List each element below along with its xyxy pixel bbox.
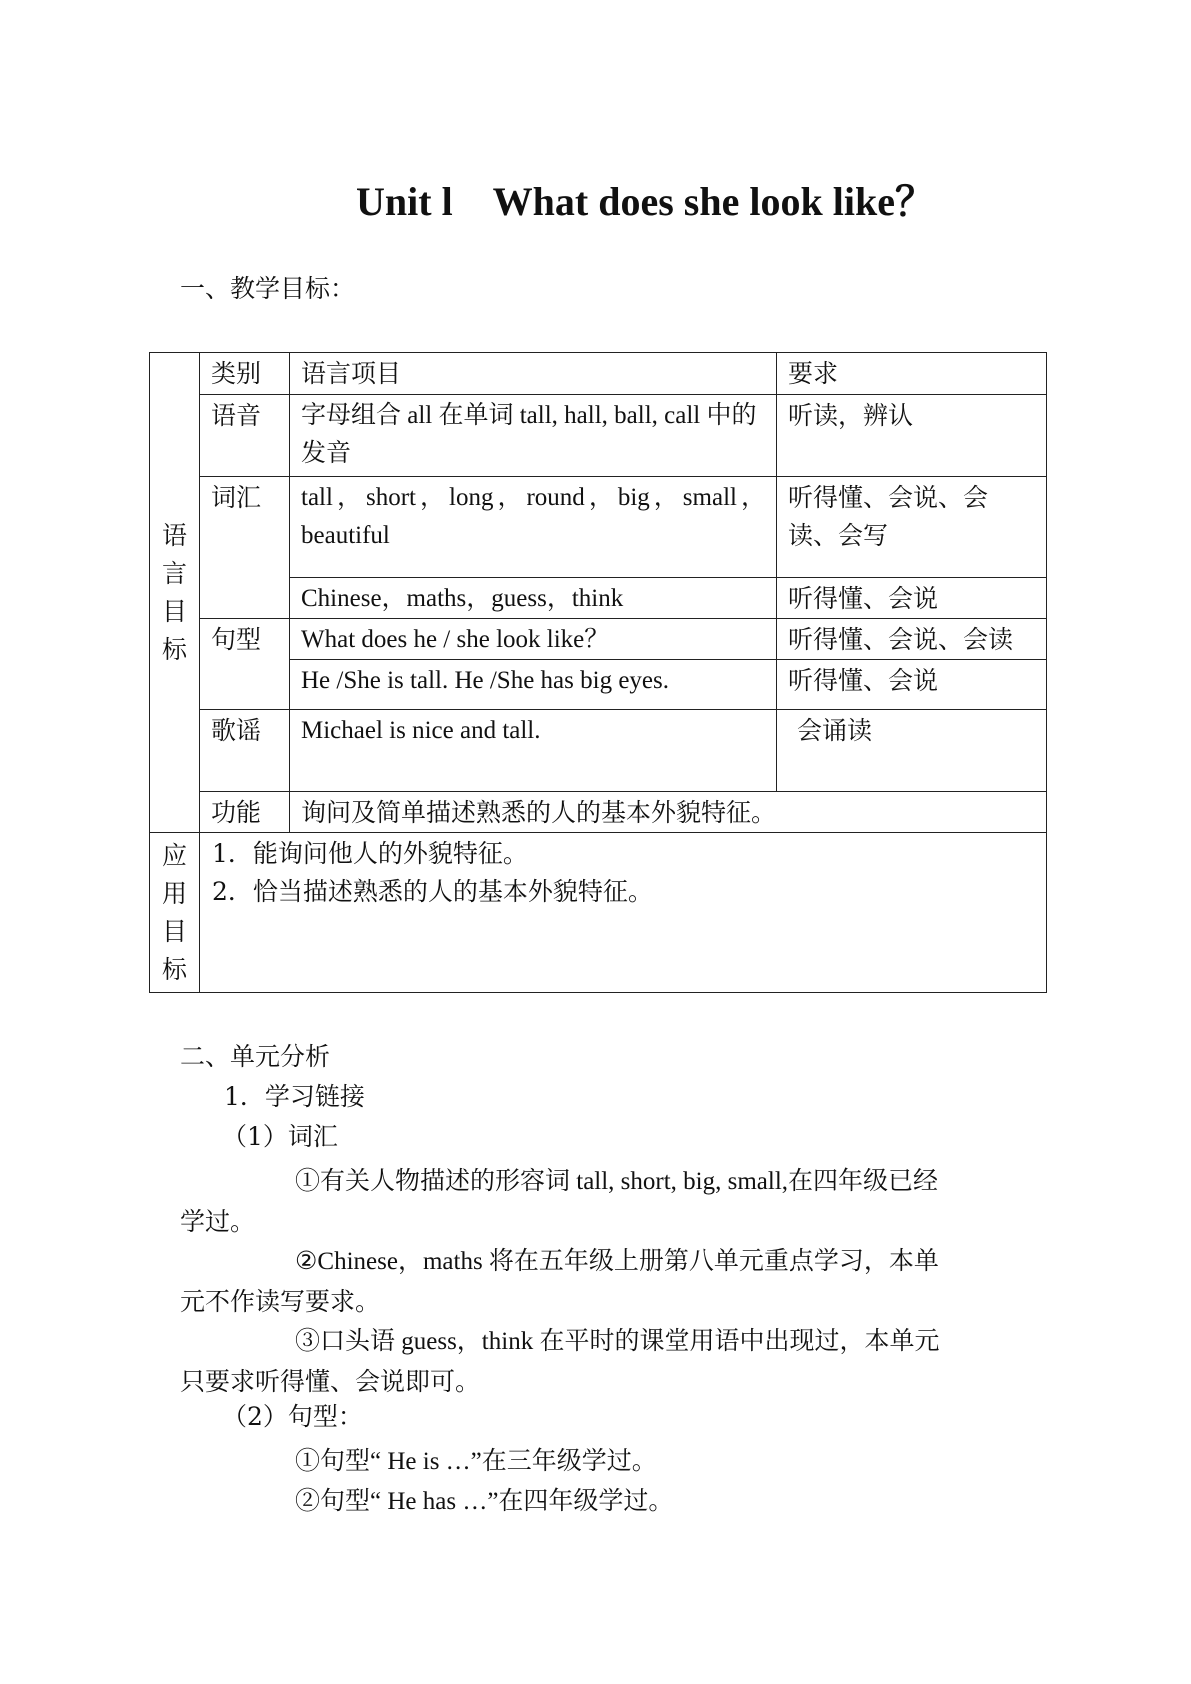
vertical-label-char: 标 [161, 954, 187, 984]
vocab-point-line: ③口头语 guess，think 在平时的课堂用语中出现过，本单元 [295, 1328, 940, 1355]
vocab-point-line: ①有关人物描述的形容词 tall, short, big, small,在四年级已经 [295, 1168, 939, 1195]
row-requirement: 听得懂、会说、会读、会写 [777, 477, 1047, 578]
row-item: Chinese，maths，guess，think [290, 578, 777, 619]
row-item-text: 字母组合 all 在单词 tall, hall, ball, call 中的发音 [301, 402, 757, 467]
group-label-language-text [150, 517, 199, 669]
vocab-point-line: 只要求听得懂、会说即可。 [180, 1367, 481, 1396]
application-item: 2．恰当描述熟悉的人的基本外貌特征。 [212, 877, 653, 906]
subheading-patterns: （2）句型： [222, 1402, 363, 1431]
vertical-label-char: 应 [161, 840, 187, 870]
row-item: He /She is tall. He /She has big eyes. [290, 660, 777, 710]
row-category: 词汇 [200, 477, 290, 619]
goals-table [149, 352, 1047, 993]
pattern-point: ②句型“ He has …”在四年级学过。 [295, 1488, 674, 1515]
vocab-point-line: ②Chinese，maths 将在五年级上册第八单元重点学习，本单 [295, 1248, 939, 1275]
subheading-vocab: （1）词汇 [222, 1122, 338, 1151]
vertical-label-char: 目 [161, 916, 187, 946]
row-requirement: 会诵读 [777, 710, 1047, 792]
row-category: 功能 [200, 792, 290, 833]
row-requirement: 听得懂、会说 [777, 660, 1047, 710]
row-requirement: 听读，辨认 [777, 395, 1047, 477]
group-label-language [150, 353, 200, 833]
vertical-label-char: 标 [161, 634, 187, 664]
group-label-application-text [150, 837, 199, 989]
section-heading-analysis: 二、单元分析 [180, 1042, 331, 1071]
application-goals [200, 833, 1047, 993]
row-item: tall，short，long，round，big，small，beautiful [290, 477, 777, 578]
header-item: 语言项目 [290, 353, 777, 395]
section-heading-goals: 一、教学目标： [180, 274, 356, 303]
vertical-label-char: 目 [161, 596, 187, 626]
header-requirement: 要求 [777, 353, 1047, 395]
row-function: 询问及简单描述熟悉的人的基本外貌特征。 [290, 792, 1047, 833]
subheading-links: 1．学习链接 [224, 1082, 365, 1111]
row-requirement: 听得懂、会说 [777, 578, 1047, 619]
application-item: 1．能询问他人的外貌特征。 [212, 839, 528, 868]
header-category: 类别 [200, 353, 290, 395]
vocab-point-line: 元不作读写要求。 [180, 1287, 381, 1316]
group-label-application [150, 833, 200, 993]
pattern-point: ①句型“ He is …”在三年级学过。 [295, 1448, 657, 1475]
row-item [290, 395, 777, 477]
row-category: 语音 [200, 395, 290, 477]
page-title: Unit l What does she look like？ [356, 179, 935, 224]
row-item: Michael is nice and tall. [290, 710, 777, 792]
row-category: 句型 [200, 619, 290, 710]
vertical-label-char: 语 [161, 520, 187, 550]
row-requirement: 听得懂、会说、会读 [777, 619, 1047, 660]
row-category: 歌谣 [200, 710, 290, 792]
row-item: What does he / she look like？ [290, 619, 777, 660]
vertical-label-char: 言 [161, 558, 187, 588]
vertical-label-char: 用 [161, 878, 187, 908]
vocab-point-line: 学过。 [180, 1207, 256, 1236]
